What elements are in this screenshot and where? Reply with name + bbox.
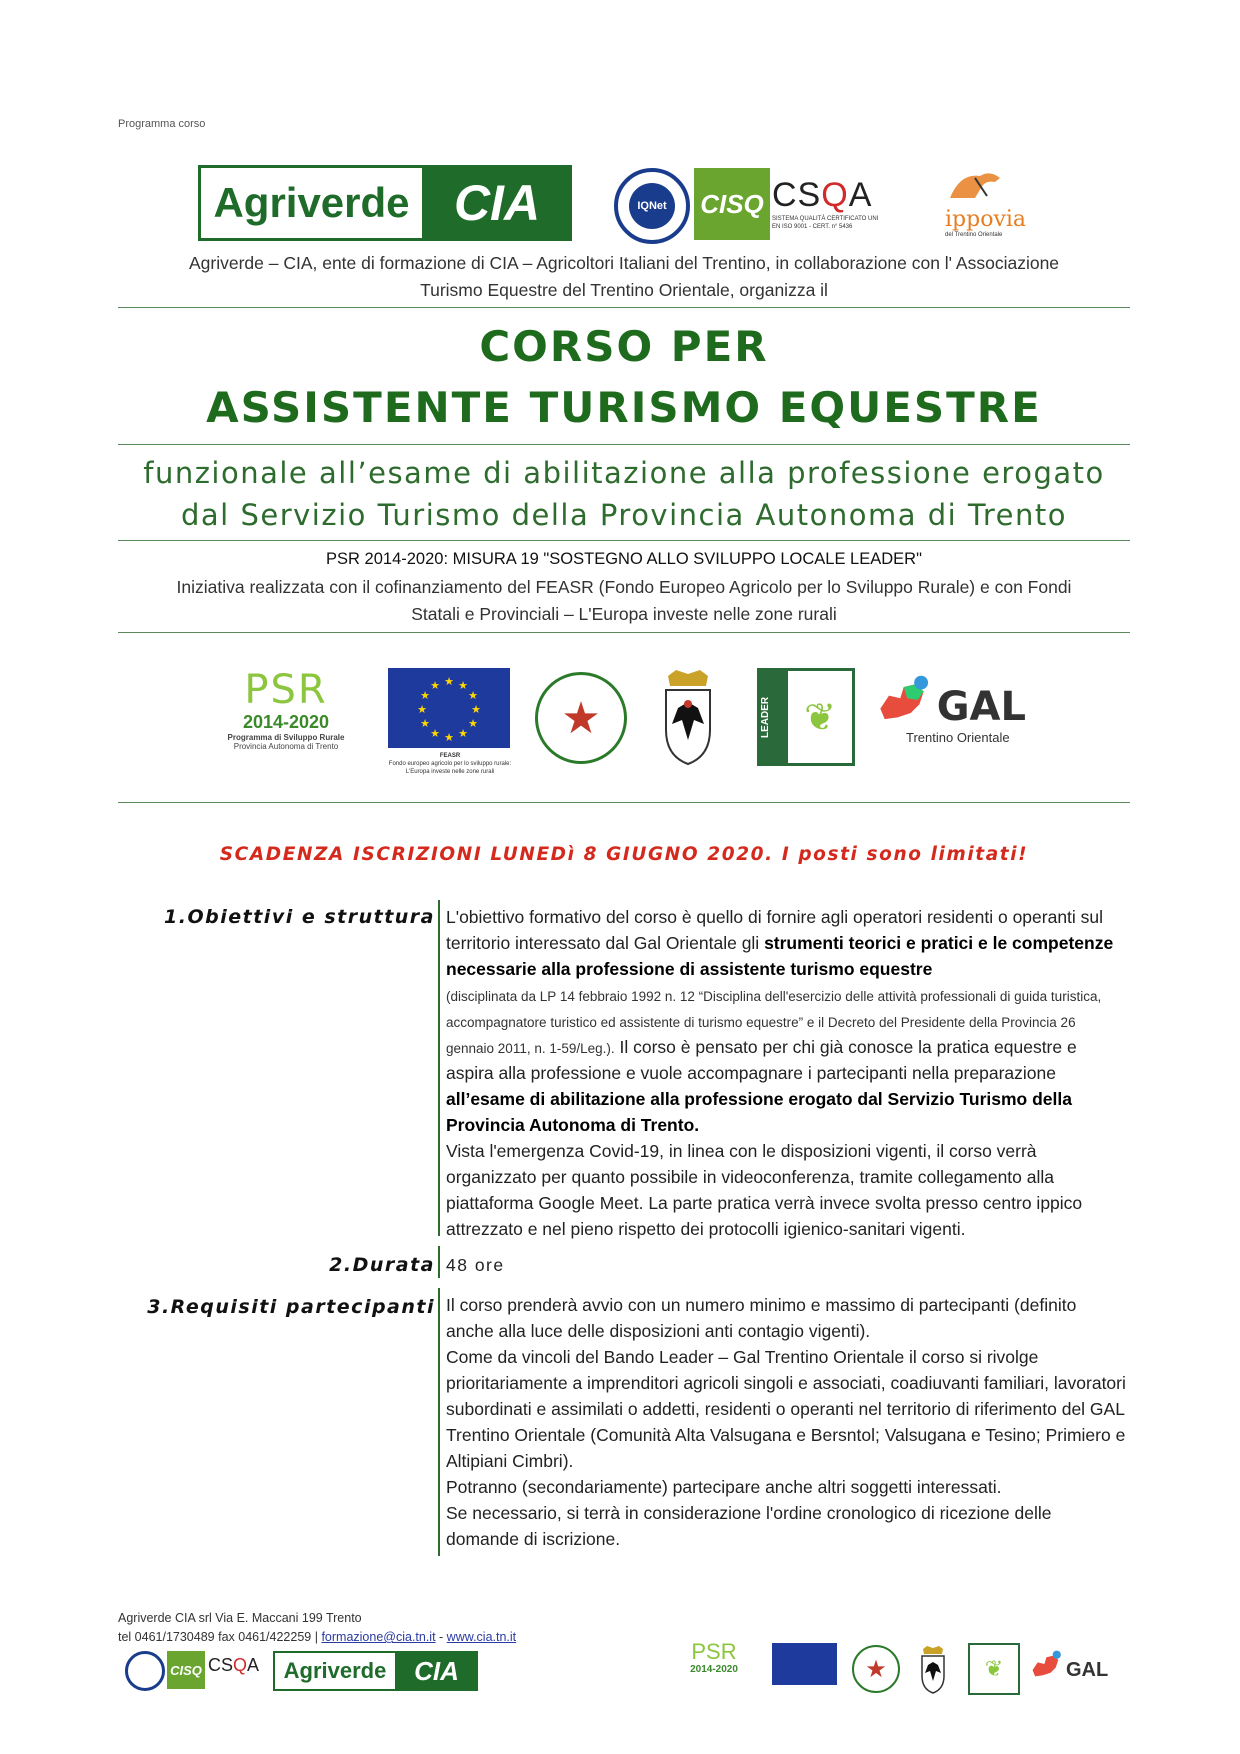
- cisq-logo: CISQ: [694, 168, 770, 240]
- eu-stars-icon: [414, 673, 484, 743]
- horse-icon: [945, 168, 1005, 202]
- cisq-mini-logo: CISQ: [167, 1651, 205, 1689]
- section-1-paragraph-2: (disciplinata da LP 14 febbraio 1992 n. 12 “Disciplina dell'esercizio delle attività professionali di guida turistica, accompagnatore turistico ed assistente di turismo equestre” e il Decreto del Presidente della Provincia 26 gennaio 2011, n. 1-59/Leg.). Il corso è pensato per chi già conosce la pratica equestre e aspira alla professione e vuole accompagnare i partecipanti nella preparazione all’esame di abilitazione alla professione erogato dal Servizio Turismo della Provincia Autonoma di Trento.: [446, 989, 1102, 1135]
- psr-logo-years: 2014-2020: [242, 712, 330, 732]
- svg-text:★: ★: [430, 727, 440, 740]
- psr-heading: PSR 2014-2020: MISURA 19 "SOSTEGNO ALLO SVILUPPO LOCALE LEADER": [326, 550, 922, 568]
- registration-deadline: SCADENZA ISCRIZIONI LUNEDì 8 GIUGNO 2020. I posti sono limitati!: [219, 844, 1029, 865]
- gal-mini-logo: GAL: [1030, 1648, 1108, 1682]
- footer-line-2: tel 0461/1730489 fax 0461/422259 | formazione@cia.tn.it - www.cia.tn.it: [118, 1630, 517, 1644]
- eu-mini-flag-icon: [772, 1643, 837, 1685]
- csqa-mini-logo: CSQA: [208, 1655, 260, 1675]
- svg-text:★: ★: [468, 717, 478, 730]
- agriverde-logo-text: Agriverde: [198, 165, 422, 241]
- psr-desc-line-1: Iniziativa realizzata con il cofinanziamento del FEASR (Fondo Europeo Agricolo per lo Sviluppo Rurale) e con Fondi: [176, 577, 1072, 597]
- section-1-label: 1.Obiettivi e struttura: [164, 906, 435, 928]
- section-1-rule: [438, 900, 440, 1236]
- section-2-rule: [438, 1246, 440, 1278]
- psr-description: [118, 574, 1130, 628]
- svg-text:★: ★: [458, 679, 468, 692]
- agriverde-cia-mini-logo: Agriverde CIA: [273, 1651, 478, 1691]
- divider: [118, 444, 1130, 445]
- intro-line-2: Turismo Equestre del Trentino Orientale, organizza il: [420, 280, 828, 300]
- section-3-paragraph-4: Se necessario, si terrà in considerazione l'ordine cronologico di ricezione delle domande di iscrizione.: [446, 1503, 1052, 1549]
- svg-text:★: ★: [468, 689, 478, 702]
- svg-text:★: ★: [420, 689, 430, 702]
- csqa-logo-word: CSQA: [772, 176, 873, 214]
- section-3-body: [446, 1292, 1126, 1552]
- subtitle-line-2: dal Servizio Turismo della Provincia Autonoma di Trento: [181, 498, 1067, 532]
- section-3-rule: [438, 1288, 440, 1556]
- svg-text:★: ★: [444, 731, 454, 743]
- section-3-paragraph-3: Potranno (secondariamente) partecipare anche altri soggetti interessati.: [446, 1477, 1002, 1497]
- feasr-caption-text: Fondo europeo agricolo per lo sviluppo rurale: L'Europa investe nelle zone rurali: [388, 761, 512, 775]
- section-2-label: 2.Durata: [329, 1254, 435, 1276]
- trentino-mini-shield-icon: [918, 1645, 948, 1695]
- svg-text:★: ★: [417, 703, 427, 716]
- eu-flag-icon: [388, 668, 510, 748]
- feasr-caption: [386, 752, 514, 776]
- psr-logo-word: PSR: [244, 667, 328, 713]
- subtitle-line-1: funzionale all’esame di abilitazione alla professione erogato: [143, 456, 1105, 490]
- course-title-line-1: CORSO PER: [479, 322, 769, 371]
- psr-logo-program: Programma di Sviluppo Rurale: [227, 733, 345, 742]
- csqa-logo-caption: SISTEMA QUALITÀ CERTIFICATO UNI EN ISO 9001 - CERT. n° 5436: [772, 216, 879, 230]
- italian-republic-emblem-icon: ★: [535, 672, 627, 764]
- ippovia-logo-caption: del Trentino Orientale: [945, 232, 1003, 238]
- iqnet-mini-logo: [125, 1651, 165, 1691]
- ippovia-logo-word: ippovia: [945, 207, 1027, 232]
- email-link[interactable]: formazione@cia.tn.it: [321, 1630, 436, 1644]
- divider: [118, 540, 1130, 541]
- leaf-icon: ❦: [804, 696, 836, 739]
- footer-line-1: Agriverde CIA srl Via E. Maccani 199 Trento: [118, 1611, 362, 1625]
- iqnet-logo-text: IQNet: [629, 183, 675, 229]
- divider: [118, 632, 1130, 633]
- section-3-label: 3.Requisiti partecipanti: [147, 1296, 435, 1318]
- ippovia-logo: [945, 168, 1055, 238]
- italian-emblem-mini-icon: ★: [852, 1645, 900, 1693]
- section-1-paragraph-3: Vista l'emergenza Covid-19, in linea con le disposizioni vigenti, il corso verrà organizzato per quanto possibile in videoconferenza, tramite collegamento alla piattaforma Google Meet. La parte pratica verrà invece svolta presso centro ippico attrezzato e nel pieno rispetto dei protocolli igienico-sanitari vigenti.: [446, 1141, 1083, 1239]
- divider: [118, 307, 1130, 308]
- course-subtitle: [118, 452, 1130, 536]
- website-link[interactable]: www.cia.tn.it: [446, 1630, 517, 1644]
- intro-line-1: Agriverde – CIA, ente di formazione di CIA – Agricoltori Italiani del Trentino, in collaborazione con l' Associazione: [188, 253, 1060, 273]
- agriverde-cia-logo: [198, 165, 572, 241]
- svg-text:★: ★: [458, 727, 468, 740]
- svg-text:★: ★: [420, 717, 430, 730]
- section-3-paragraph-2: Come da vincoli del Bando Leader – Gal Trentino Orientale il corso si rivolge prioritariamente a imprenditori agricoli singoli e associati, coadiuvanti familiari, lavoratori subordinati e assimilati o addetti, residenti o operanti nel territorio di riferimento del GAL Trentino Orientale (Comunità Alta Valsugana e Bersntol; Valsugana e Tesino; Primiero e Altipiani Cimbri).: [446, 1347, 1126, 1471]
- section-3-paragraph-1: Il corso prenderà avvio con un numero minimo e massimo di partecipanti (definito anche alla luce delle disposizioni anti contagio vigenti).: [446, 1295, 1077, 1341]
- footer-address: [118, 1609, 516, 1647]
- leader-logo: [757, 668, 855, 766]
- cia-logo-text: CIA: [422, 165, 572, 241]
- section-1-paragraph-1: L'obiettivo formativo del corso è quello di fornire agli operatori residenti o operanti sul territorio interessato dal Gal Orientale gli strumenti teorici e pratici e le competenze necessarie alla professione di assistente turismo equestre: [446, 907, 1114, 979]
- section-1-body: [446, 904, 1126, 1242]
- gal-logo-caption: Trentino Orientale: [906, 730, 1010, 745]
- running-head: Programma corso: [118, 118, 206, 130]
- svg-text:★: ★: [430, 679, 440, 692]
- gal-logo-word: GAL: [936, 684, 1026, 730]
- feasr-caption-title: FEASR: [439, 753, 461, 759]
- svg-text:★: ★: [471, 703, 481, 716]
- iqnet-certification-logo: [614, 168, 690, 244]
- trentino-coat-of-arms-icon: [658, 668, 718, 768]
- leader-logo-text: LEADER: [760, 671, 788, 763]
- svg-text:★: ★: [444, 675, 454, 688]
- gal-map-icon: [876, 670, 937, 730]
- psr-logo-province: Provincia Autonoma di Trento: [233, 742, 339, 751]
- psr-mini-logo: PSR 2014-2020: [690, 1639, 738, 1675]
- intro-text: [118, 250, 1130, 304]
- psr-desc-line-2: Statali e Provinciali – L'Europa investe nelle zone rurali: [411, 604, 837, 624]
- leader-mini-logo: ❦: [968, 1643, 1020, 1695]
- divider: [118, 802, 1130, 803]
- psr-logo: [214, 668, 358, 768]
- course-title-line-2: ASSISTENTE TURISMO EQUESTRE: [206, 383, 1042, 432]
- gal-trentino-orientale-logo: [876, 670, 1026, 770]
- eagle-shield-icon: [658, 668, 718, 768]
- csqa-logo: [772, 176, 882, 236]
- section-2-value: 48 ore: [446, 1255, 505, 1275]
